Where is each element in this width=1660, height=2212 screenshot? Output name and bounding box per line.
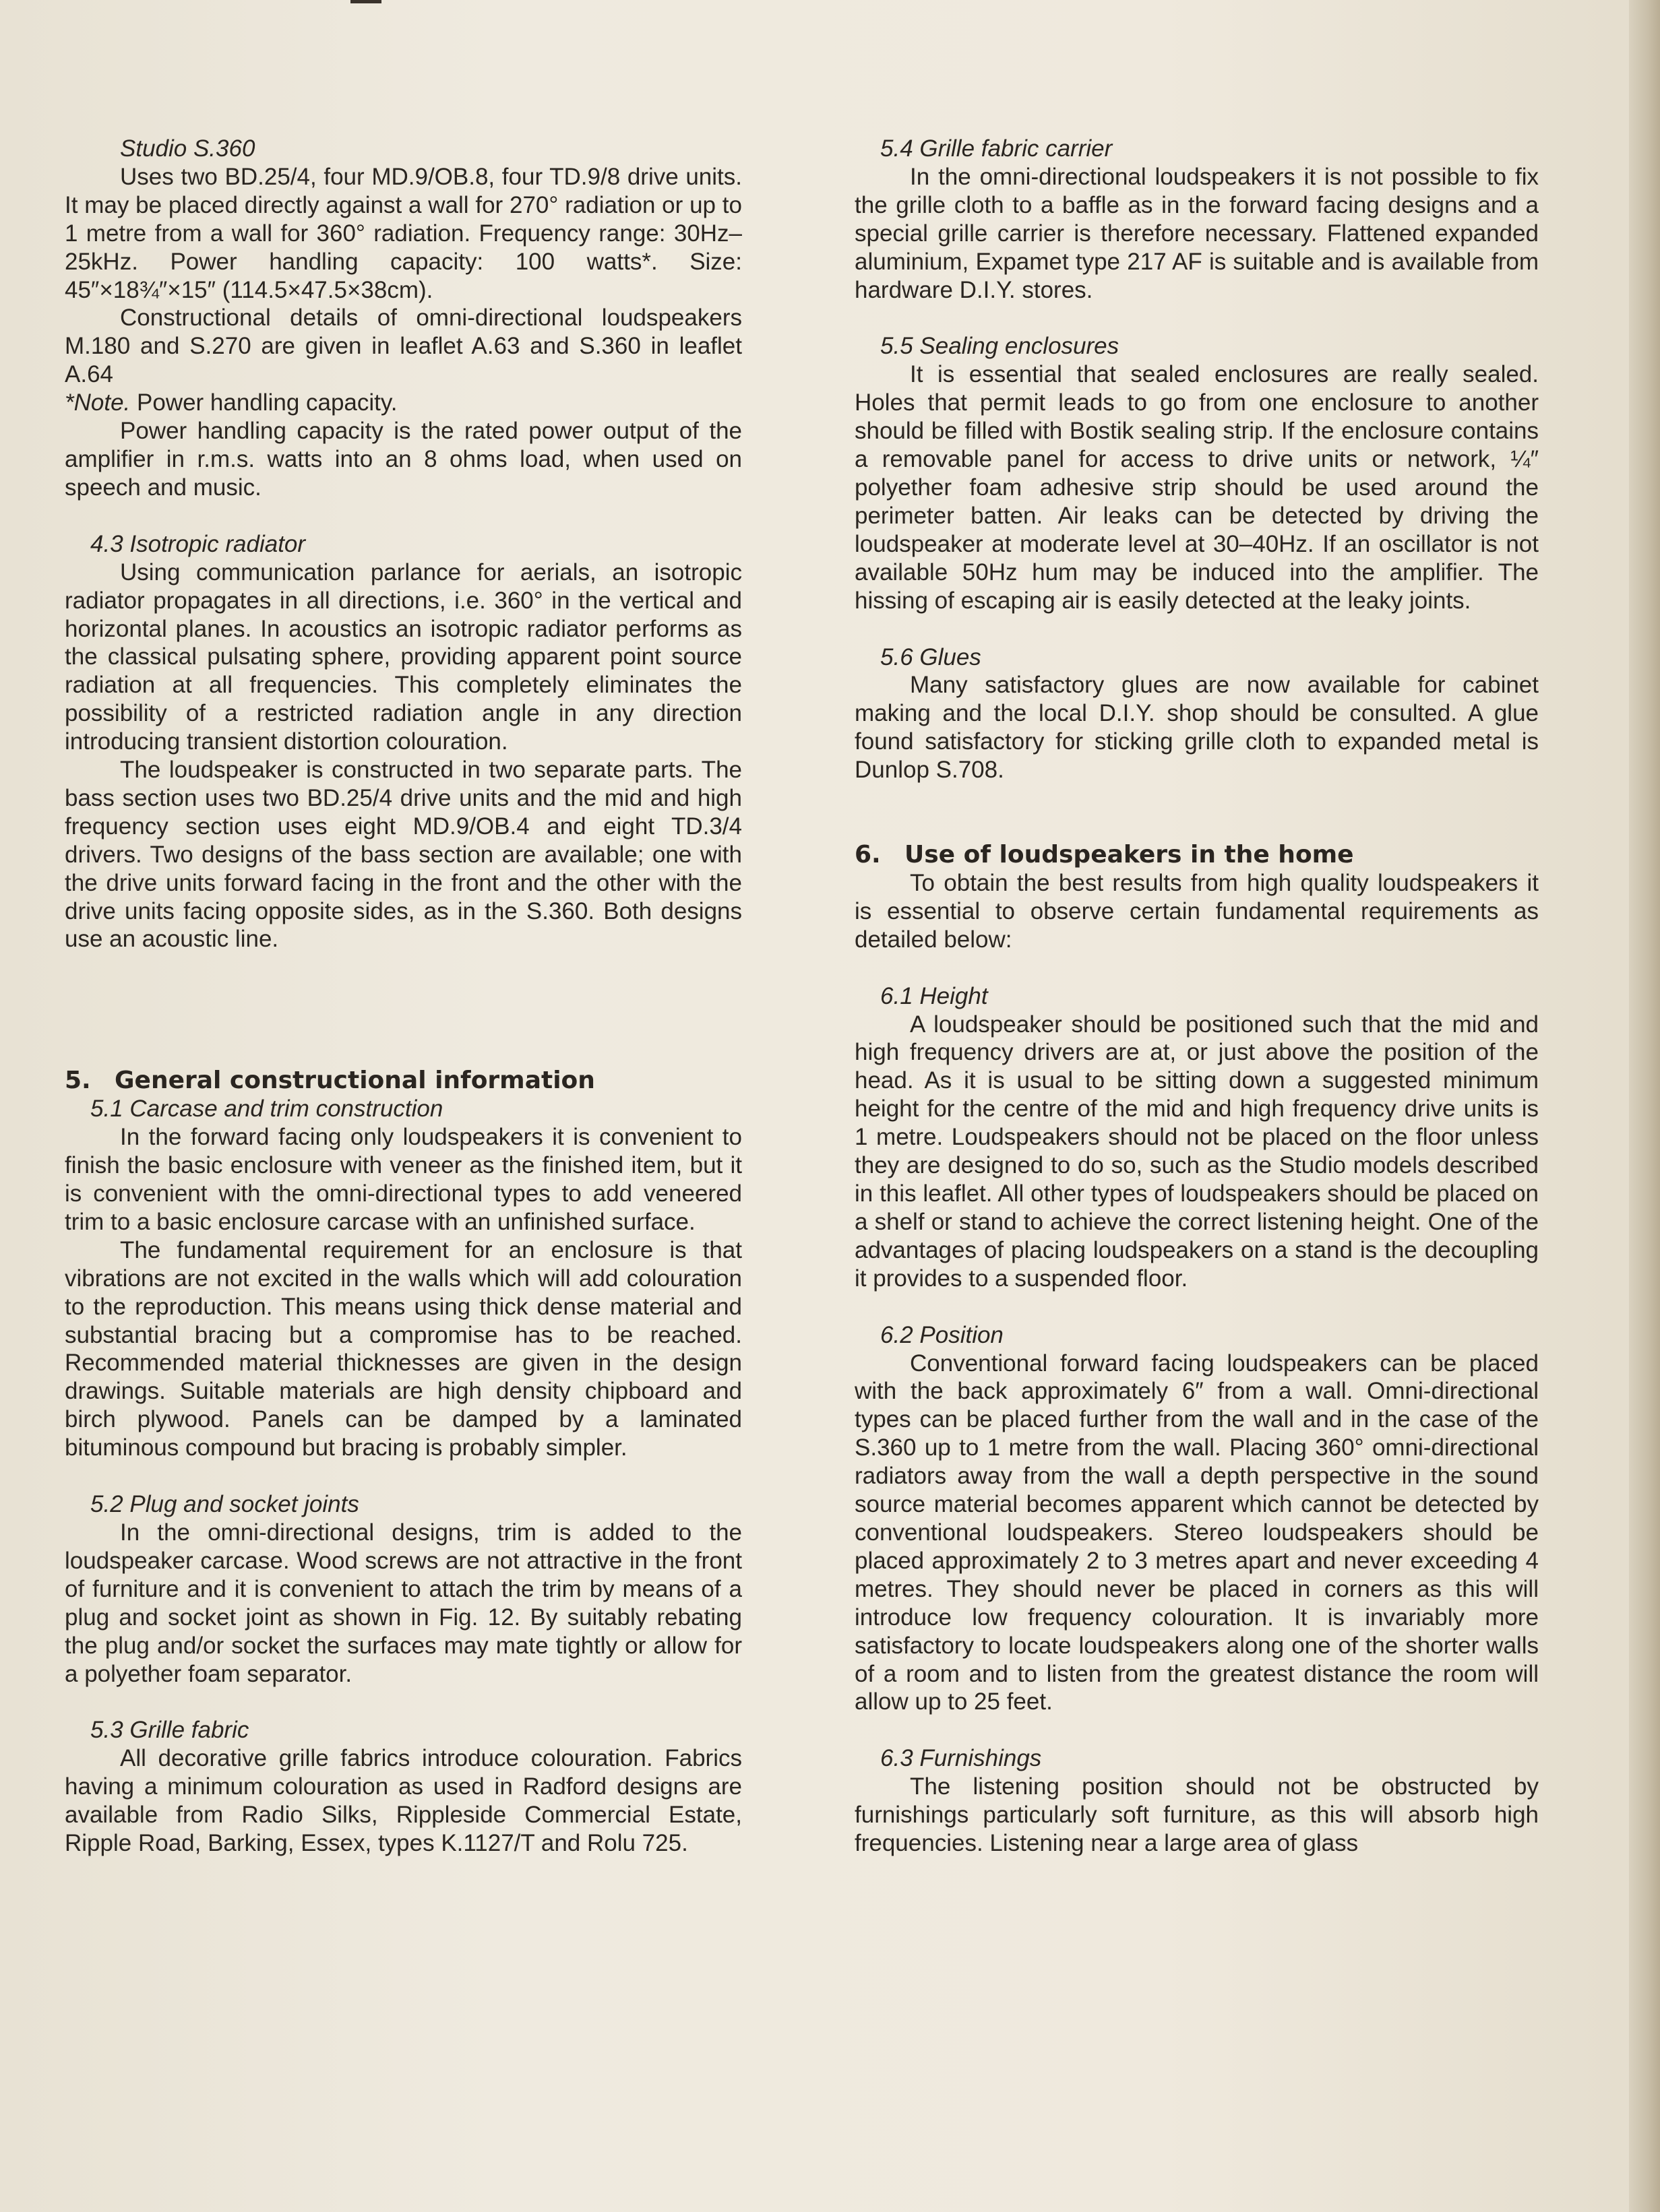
paragraph-plug-socket: In the omni-directional designs, trim is added to the loudspeaker carcase. Wood screws are not attractive in the front of furniture and it is convenient to attach the trim by means of a plug and socket joint as shown in Fig. 12. By suitably rebating the plug and/or socket the surfaces may mate tightly or allow for a polyether foam separator. [65,1519,742,1687]
section-heading-6 [855,841,1539,869]
section-heading-5 [65,1067,742,1095]
heading-5-5: 5.5 Sealing enclosures [880,333,1119,360]
section-number-5: 5. [65,1067,91,1095]
section-title-5: General constructional information [115,1067,595,1095]
section-title-6: Use of loudspeakers in the home [904,841,1354,869]
paragraph-carcase-1: In the forward facing only loudspeakers it is convenient to finish the basic enclosure with veneer as the finished item, but it is convenient with the omni-directional types to add veneered trim to a basic enclosure carcase with an unfinished surface. [65,1124,742,1235]
paragraph-grille-carrier: In the omni-directional loudspeakers it is not possible to fix the grille cloth to a baffle as in the forward facing designs and a special grille carrier is therefore necessary. Flattened expanded aluminium, Expamet type 217 AF is suitable and is available from hardware D.I.Y. stores. [855,163,1539,303]
heading-studio-s360: Studio S.360 [120,135,255,162]
paragraph-glues: Many satisfactory glues are now available for cabinet making and the local D.I.Y. shop should be consulted. A glue found satisfactory for sticking grille cloth to expanded metal is Dunlop S.708. [855,672,1539,784]
paragraph-isotropic-2: The loudspeaker is constructed in two separate parts. The bass section uses two BD.25/4 drive units and the mid and high frequency section uses eight MD.9/OB.4 and eight TD.3/4 drivers. Two designs of the bass section are available; one with the drive units forward facing in the front and the other with the drive units facing opposite sides, as in the S.360. Both designs use an acoustic line. [65,757,742,953]
paragraph-power-handling: Power handling capacity is the rated power output of the amplifier in r.m.s. watts into an 8 ohms load, when used on speech and music. [65,418,742,501]
heading-6-3: 6.3 Furnishings [880,1745,1042,1772]
top-edge-mark [350,0,381,3]
heading-5-6: 5.6 Glues [880,643,981,670]
paragraph-grille-fabric: All decorative grille fabrics introduce colouration. Fabrics having a minimum colouration as used in Radford designs are available from Radio Silks, Rippleside Commercial Estate, Ripple Road, Barking, Essex, types K.1127/T and Rolu 725. [65,1745,742,1857]
note-text: Power handling capacity. [130,389,398,416]
page-edge-shadow [1629,0,1660,2212]
paragraph-sealing: It is essential that sealed enclosures are really sealed. Holes that permit leads to go from one enclosure to another should be filled with Bostik sealing strip. If the enclosure contains a removable panel for access to drive units or network, ¼″ polyether foam adhesive strip should be used around the perimeter batten. Air leaks can be detected by driving the loudspeaker at moderate level at 30–40Hz. If an oscillator is not available 50Hz hum may be induced into the amplifier. The hissing of escaping air is easily detected at the leaky joints. [855,361,1539,614]
left-column [65,135,742,1858]
heading-5-3: 5.3 Grille fabric [90,1717,249,1744]
heading-5-1: 5.1 Carcase and trim construction [90,1096,443,1123]
section-number-6: 6. [855,841,881,869]
note-line [65,389,742,417]
heading-6-2: 6.2 Position [880,1321,1004,1348]
paragraph-s360-specs: Uses two BD.25/4, four MD.9/OB.8, four TD.9/8 drive units. It may be placed directly against a wall for 270° radiation or up to 1 metre from a wall for 360° radiation. Frequency range: 30Hz–25kHz. Power handling capacity: 100 watts*. Size: 45″×18¾″×15″ (114.5×47.5×38cm). [65,163,742,303]
heading-6-1: 6.1 Height [880,982,988,1009]
note-label: *Note. [65,389,131,416]
heading-5-4: 5.4 Grille fabric carrier [880,135,1113,162]
paragraph-position: Conventional forward facing loudspeakers can be placed with the back approximately 6″ from a wall. Omni-directional types can be placed further from the wall and in the case of the S.360 up to 1 metre from the wall. Placing 360° omni-directional radiators away from the wall a depth perspective in the sound source material becomes apparent which cannot be detected by conventional loudspeakers. Stereo loudspeakers should be placed approximately 2 to 3 metres apart and never exceeding 4 metres. They should never be placed in corners as this will introduce low frequency colouration. It is invariably more satisfactory to locate loudspeakers along one of the shorter walls of a room and to listen from the greatest distance the room will allow up to 25 feet. [855,1350,1539,1715]
paragraph-furnishings: The listening position should not be obstructed by furnishings particularly soft furniture, as this will absorb high frequencies. Listening near a large area of glass [855,1773,1539,1857]
heading-4-3: 4.3 Isotropic radiator [90,530,306,557]
paragraph-isotropic-1: Using communication parlance for aerials, an isotropic radiator propagates in all directions, i.e. 360° in the vertical and horizontal planes. In acoustics an isotropic radiator performs as the classical pulsating sphere, providing apparent point source radiation at all frequencies. This completely eliminates the possibility of a restricted radiation angle in any direction introducing transient distortion colouration. [65,559,742,755]
paragraph-carcase-2: The fundamental requirement for an enclosure is that vibrations are not excited in the walls which will add colouration to the reproduction. This means using thick dense material and substantial bracing but a compromise has to be reached. Recommended material thicknesses are given in the design drawings. Suitable materials are high density chipboard and birch plywood. Panels can be damped by a laminated bituminous compound but bracing is probably simpler. [65,1236,742,1461]
paragraph-height: A loudspeaker should be positioned such that the mid and high frequency drivers are at, or just above the position of the head. As it is usual to be sitting down a suggested minimum height for the centre of the mid and high frequency drive units is 1 metre. Loudspeakers should not be placed on the floor unless they are designed to do so, such as the Studio models described in this leaflet. All other types of loudspeakers should be placed on a shelf or stand to achieve the correct listening height. One of the advantages of placing loudspeakers on a stand is the decoupling it provides to a suspended floor. [855,1011,1539,1292]
paragraph-s360-leaflets: Constructional details of omni-directional loudspeakers M.180 and S.270 are given in leaflet A.63 and S.360 in leaflet A.64 [65,305,742,388]
heading-5-2: 5.2 Plug and socket joints [90,1491,359,1518]
paragraph-home-intro: To obtain the best results from high quality loudspeakers it is essential to observe certain fundamental requirements as detailed below: [855,869,1539,953]
right-column [855,135,1539,1858]
